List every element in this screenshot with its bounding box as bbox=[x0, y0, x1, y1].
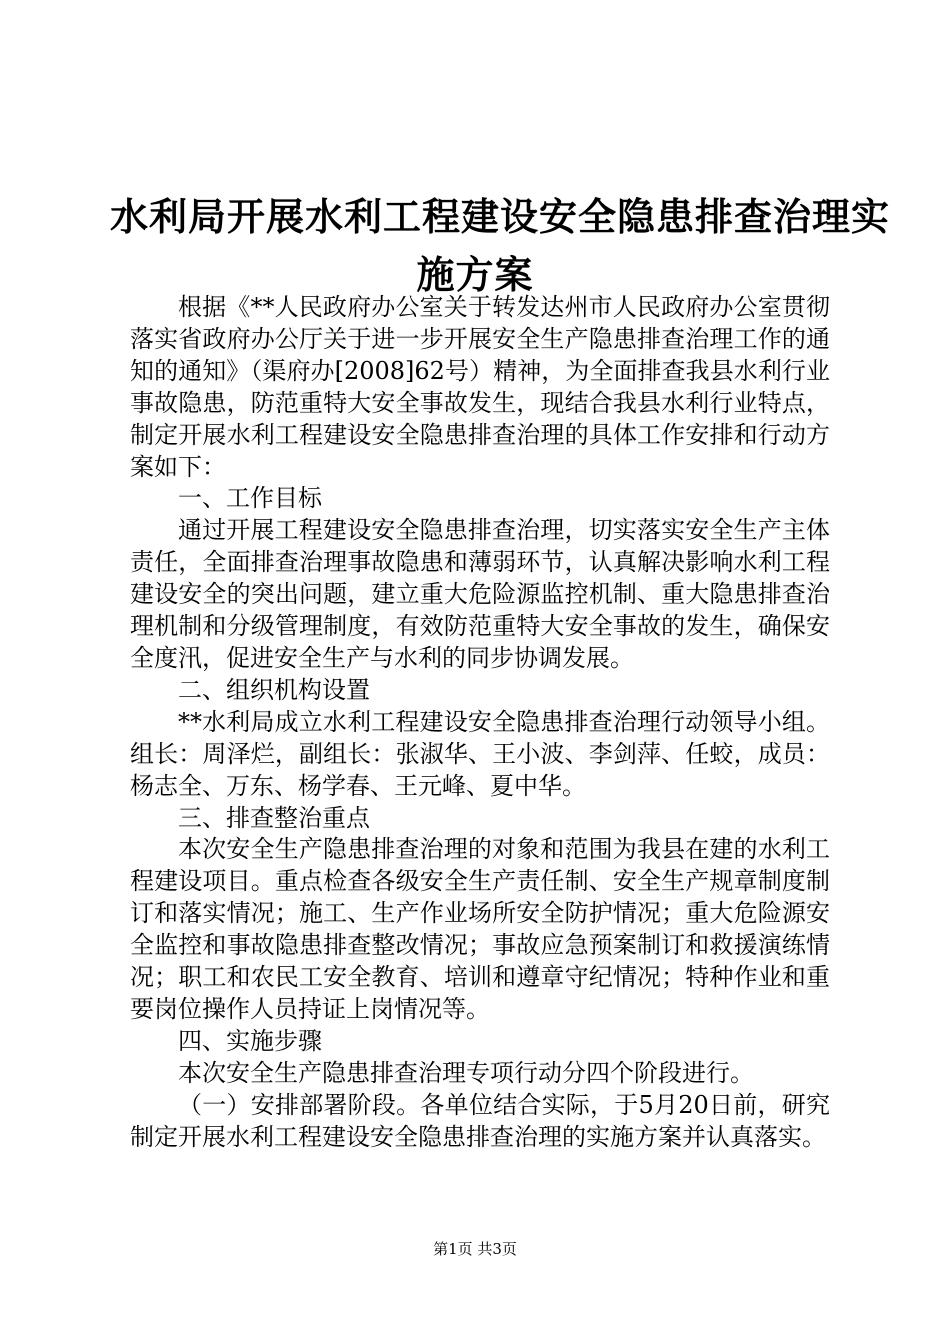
paragraph-goals: 通过开展工程建设安全隐患排查治理，切实落实安全生产主体责任，全面排查治理事故隐患和薄弱环节，认真解决影响水利工程建设安全的突出问题，建立重大危险源监控机制、重大隐患排查治理机制和分级管理制度，有效防范重特大安全事故的发生，确保安全度汛，促进安全生产与水利的同步协调发展。 bbox=[130, 516, 830, 672]
document-title-line-2: 施方案 bbox=[416, 252, 534, 297]
paragraph-focus: 本次安全生产隐患排查治理的对象和范围为我县在建的水利工程建设项目。重点检查各级安全生产责任制、安全生产规章制度制订和落实情况；施工、生产作业场所安全防护情况；重大危险源安全监控和事故隐患排查整改情况；事故应急预案制订和救援演练情况；职工和农民工安全教育、培训和遵章守纪情况；特种作业和重要岗位操作人员持证上岗情况等。 bbox=[130, 835, 830, 1023]
paragraph-organization: **水利局成立水利工程建设安全隐患排查治理行动领导小组。组长：周泽烂，副组长：张淑华、王小波、李剑萍、任蛟，成员：杨志全、万东、杨学春、王元峰、夏中华。 bbox=[130, 707, 830, 800]
paragraph-step-1: （一）安排部署阶段。各单位结合实际，于5月20日前，研究制定开展水利工程建设安全隐患排查治理的实施方案并认真落实。 bbox=[130, 1090, 830, 1151]
section-heading-steps: 四、实施步骤 bbox=[178, 1026, 322, 1055]
page-footer bbox=[0, 1238, 950, 1259]
section-heading-goals: 一、工作目标 bbox=[178, 484, 322, 513]
section-heading-organization: 二、组织机构设置 bbox=[178, 675, 370, 704]
page-number: 第1页 共3页 bbox=[433, 1240, 517, 1258]
document-title-line-1: 水利局开展水利工程建设安全隐患排查治理实 bbox=[110, 194, 891, 239]
section-heading-focus: 三、排查整治重点 bbox=[178, 803, 370, 832]
paragraph-intro: 根据《**人民政府办公室关于转发达州市人民政府办公室贯彻落实省政府办公厅关于进一步开展安全生产隐患排查治理工作的通知的通知》（渠府办[2008]62号）精神，为全面排查我县水利行业事故隐患，防范重特大安全事故发生，现结合我县水利行业特点，制定开展水利工程建设安全隐患排查治理的具体工作安排和行动方案如下： bbox=[130, 293, 830, 481]
paragraph-steps-intro: 本次安全生产隐患排查治理专项行动分四个阶段进行。 bbox=[178, 1058, 754, 1087]
document-body bbox=[130, 292, 830, 1153]
